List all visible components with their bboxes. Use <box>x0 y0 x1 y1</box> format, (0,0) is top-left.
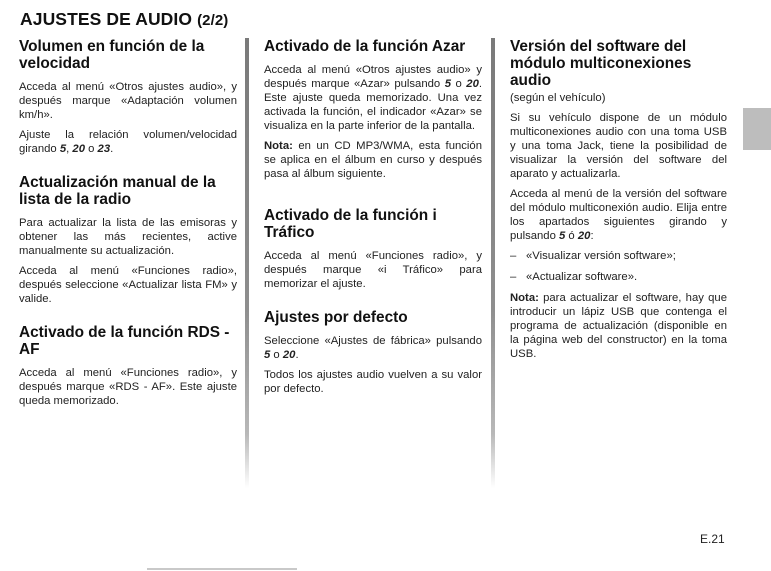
page-number: E.21 <box>700 532 725 546</box>
paragraph: Ajuste la relación volumen/velocidad girando 5, 20 o 23. <box>19 129 237 155</box>
paragraph: Acceda al menú «Funciones radio», después seleccione «Actualizar lista FM» y valide. <box>19 265 237 305</box>
section-i-traffic <box>264 207 482 291</box>
section-defaults <box>264 309 482 396</box>
section-heading: Activado de la función RDS - AF <box>19 324 230 358</box>
decorative-line <box>147 568 297 570</box>
column-1 <box>19 38 237 426</box>
section-heading: Volumen en función de la velocidad <box>19 38 205 72</box>
chapter-tab <box>743 108 771 150</box>
section-software-version <box>510 38 727 361</box>
section-heading: Actualización manual de la lista de la radio <box>19 174 216 208</box>
section-heading: Activado de la función Azar <box>264 38 466 55</box>
section-volume-speed <box>19 38 237 156</box>
list-item: – «Visualizar versión software»; <box>510 250 676 262</box>
paragraph: Acceda al menú «Funciones radio», y después marque «i Tráfico» para memorizar el ajuste. <box>264 250 482 290</box>
section-heading: Activado de la función i Tráfico <box>264 207 437 241</box>
section-heading: Versión del software del módulo multiconexiones audio <box>510 38 692 89</box>
paragraph: Para actualizar la lista de las emisoras y obtener las más recientes, active manualmente su actualización. <box>19 217 237 257</box>
section-heading: Ajustes por defecto <box>264 309 408 326</box>
paragraph: Acceda al menú «Funciones radio», y después marque «RDS - AF». Este ajuste queda memorizado. <box>19 367 237 407</box>
paragraph: Acceda al menú de la versión del software del módulo multiconexión audio. Elija entre los apartados siguientes girando y pulsando 5 ó 20: <box>510 188 727 242</box>
paragraph: Acceda al menú «Otros ajustes audio» y después marque «Azar» pulsando 5 o 20. Este ajuste queda memorizado. Una vez activada la función, el indicador «Azar» se visualiza en la parte inferior de la pantalla. <box>264 64 482 132</box>
page-title-part: (2/2) <box>197 12 229 29</box>
paragraph: Todos los ajustes audio vuelven a su valor por defecto. <box>264 369 482 395</box>
column-3 <box>510 38 727 379</box>
paragraph: Acceda al menú «Otros ajustes audio», y después marque «Adaptación volumen km/h». <box>19 81 237 121</box>
paragraph: Seleccione «Ajustes de fábrica» pulsando 5 o 20. <box>264 335 482 361</box>
paragraph: Si su vehículo dispone de un módulo multiconexiones audio con una toma USB y una toma Jack, tiene la posibilidad de visualizar la versión del software del aparato y actualizarla. <box>510 112 727 180</box>
note: Nota: en un CD MP3/WMA, esta función se aplica en el álbum en curso y después pasa al álbum siguiente. <box>264 140 482 180</box>
dash-marker: – <box>510 271 517 283</box>
section-subtitle: (según el vehículo) <box>510 92 606 104</box>
dash-marker: – <box>510 250 517 262</box>
section-radio-list-update <box>19 174 237 306</box>
list-item: – «Actualizar software». <box>510 271 638 283</box>
note: Nota: para actualizar el software, hay que introducir un lápiz USB que contenga el programa de actualización (disponible en la página web del constructor) en la toma USB. <box>510 292 727 360</box>
column-2 <box>264 38 482 414</box>
option-list <box>510 249 727 284</box>
column-divider <box>245 38 249 488</box>
section-random <box>264 38 482 181</box>
column-divider <box>491 38 495 488</box>
page-title: AJUSTES DE AUDIO (2/2) <box>20 9 229 29</box>
section-rds-af <box>19 324 237 408</box>
